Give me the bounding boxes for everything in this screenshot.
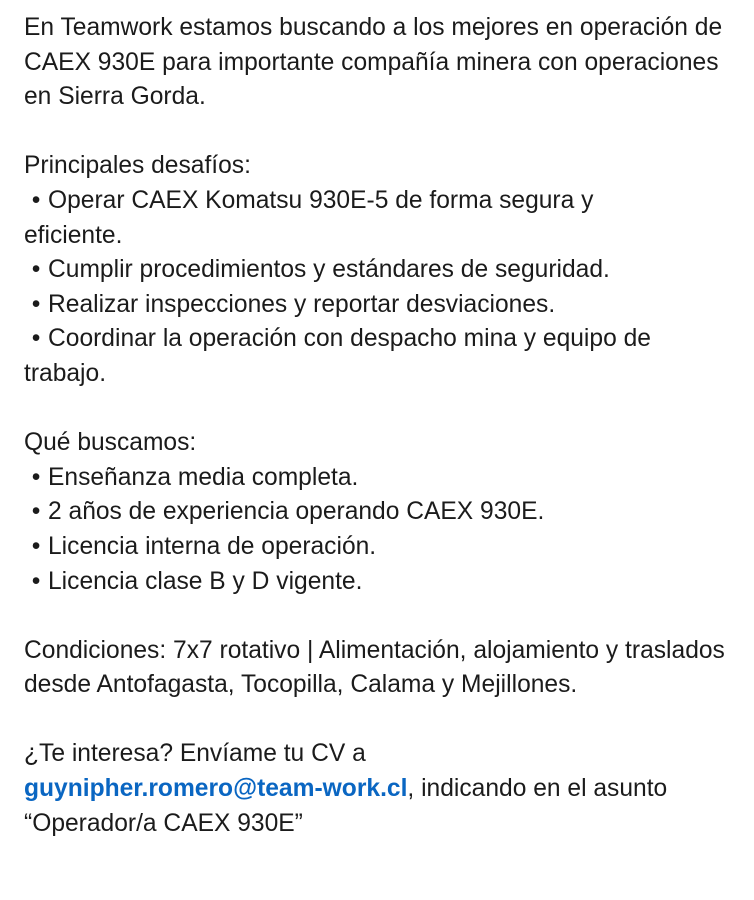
requirement-text: Licencia interna de operación. — [48, 532, 377, 560]
bullet: • — [31, 186, 41, 214]
requirement-item — [24, 495, 736, 530]
challenge-item — [24, 288, 736, 323]
challenge-text: Operar CAEX Komatsu 930E-5 de forma segura y — [48, 186, 594, 214]
cta-tail: , indicando en el asunto — [407, 775, 668, 803]
bullet: • — [31, 256, 41, 284]
spacer — [24, 599, 736, 634]
requirement-text: Licencia clase B y D vigente. — [48, 567, 363, 595]
challenge-item — [24, 253, 736, 288]
cta-subject: “Operador/a CAEX 930E” — [24, 809, 303, 837]
challenge-text: trabajo. — [24, 359, 107, 387]
requirement-item — [24, 565, 736, 600]
challenge-item — [24, 184, 736, 219]
conditions-text: Condiciones: 7x7 rotativo | Alimentación, alojamiento y traslados desde Antofagasta, Tocopilla, Calama y Mejillones. — [24, 636, 725, 699]
intro-text: En Teamwork estamos buscando a los mejores en operación de CAEX 930E para importante compañía minera con operaciones en Sierra Gorda. — [24, 14, 723, 111]
spacer — [24, 115, 736, 150]
spacer — [24, 703, 736, 738]
requirement-item — [24, 530, 736, 565]
challenge-item-continued — [24, 357, 736, 392]
challenge-item-continued — [24, 219, 736, 254]
requirement-item — [24, 461, 736, 496]
challenges-heading: Principales desafíos: — [24, 152, 251, 180]
bullet: • — [31, 498, 41, 526]
requirement-text: Enseñanza media completa. — [48, 463, 359, 491]
challenge-text: Coordinar la operación con despacho mina y equipo de — [48, 325, 651, 353]
email-link[interactable]: guynipher.romero@team-work.cl — [24, 775, 408, 803]
challenge-text: Realizar inspecciones y reportar desviaciones. — [48, 290, 556, 318]
job-post — [24, 11, 736, 841]
requirements-heading: Qué buscamos: — [24, 429, 197, 457]
bullet: • — [31, 463, 41, 491]
spacer — [24, 392, 736, 427]
bullet: • — [31, 532, 41, 560]
challenge-item — [24, 322, 736, 357]
challenge-text: Cumplir procedimientos y estándares de seguridad. — [48, 256, 610, 284]
bullet: • — [31, 290, 41, 318]
cta-lead: ¿Te interesa? Envíame tu CV a — [24, 740, 366, 768]
bullet: • — [31, 325, 41, 353]
bullet: • — [31, 567, 41, 595]
requirement-text: 2 años de experiencia operando CAEX 930E. — [48, 498, 545, 526]
cta-line — [24, 772, 736, 807]
challenge-text: eficiente. — [24, 221, 123, 249]
